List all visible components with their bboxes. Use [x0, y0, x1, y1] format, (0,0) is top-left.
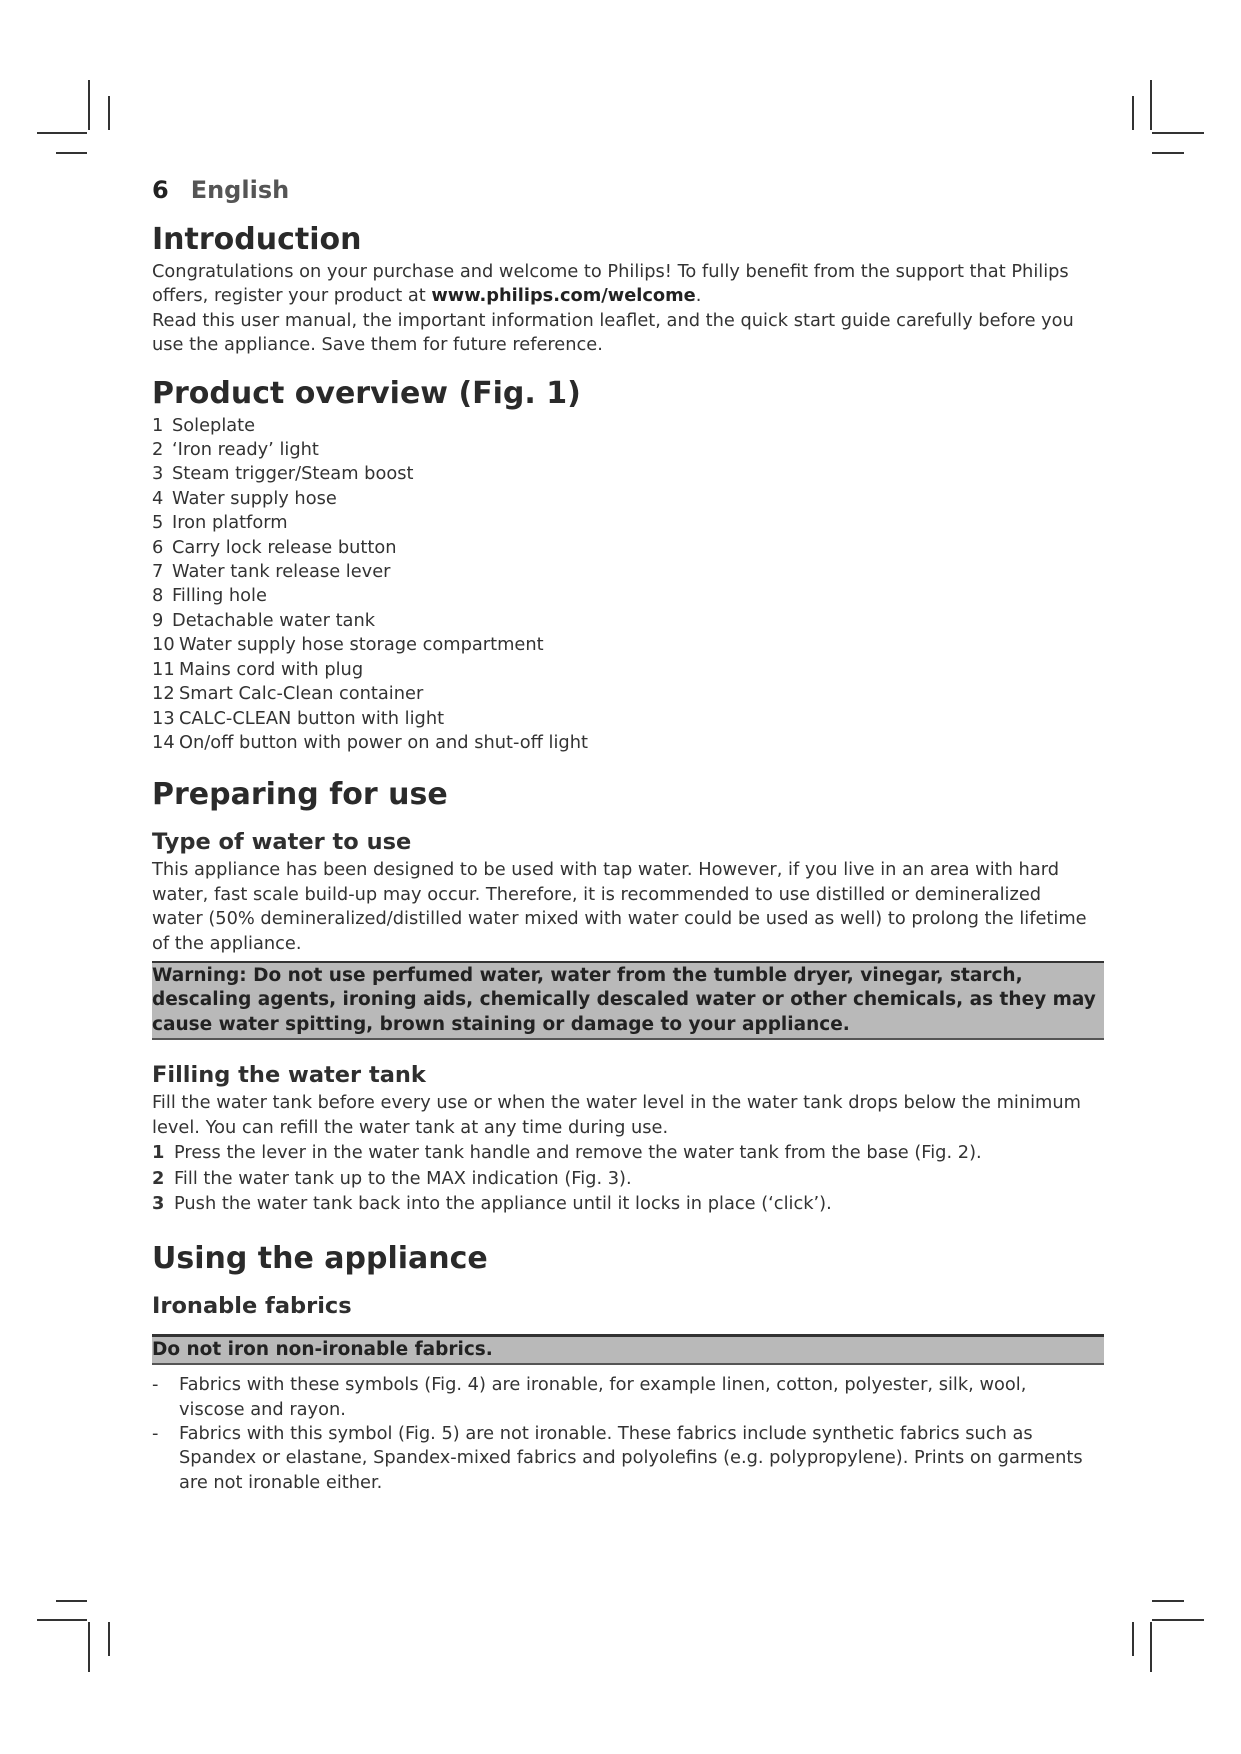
item-label: Carry lock release button — [172, 536, 397, 558]
bullet-item — [152, 1422, 1096, 1495]
crop-mark — [1150, 80, 1152, 130]
item-label: Mains cord with plug — [179, 658, 364, 680]
item-label: Smart Calc-Clean container — [179, 683, 424, 705]
intro-text-end: . — [695, 285, 702, 307]
item-label: ‘Iron ready’ light — [172, 439, 319, 461]
introduction-heading: Introduction — [152, 222, 362, 257]
step-number: 2 — [152, 1167, 165, 1189]
list-item — [152, 536, 1096, 560]
crop-mark — [108, 1622, 110, 1656]
list-item — [152, 633, 1096, 657]
using-heading: Using the appliance — [152, 1240, 488, 1276]
page-language: English — [190, 176, 290, 204]
list-item — [152, 584, 1096, 608]
list-item — [152, 707, 1096, 731]
water-type-paragraph: This appliance has been designed to be used with tap water. However, if you live in an area with hard water, fast scale build-up may occur. Therefore, it is recommended to use distilled or demineralized water (50% demineralized/distilled water mixed with water could be used as well) to prolong the lifetime of the appliance. — [152, 859, 1087, 954]
item-number: 14 — [152, 731, 175, 753]
step-item — [152, 1166, 1096, 1192]
philips-welcome-link[interactable]: www.philips.com/welcome — [431, 285, 696, 307]
crop-mark — [1152, 1619, 1204, 1621]
crop-mark — [56, 1600, 87, 1602]
list-item — [152, 609, 1096, 633]
crop-mark — [88, 1622, 90, 1672]
item-label: Detachable water tank — [172, 609, 376, 631]
item-number: 4 — [152, 487, 164, 509]
crop-mark — [108, 96, 110, 130]
list-item — [152, 462, 1096, 486]
step-item — [152, 1191, 1096, 1217]
page-number: 6 — [152, 176, 169, 204]
crop-mark — [88, 80, 90, 130]
item-label: Soleplate — [172, 414, 256, 436]
item-label: Water supply hose storage compartment — [179, 634, 544, 656]
list-item — [152, 438, 1096, 462]
preparing-heading: Preparing for use — [152, 777, 448, 813]
intro-text: Congratulations on your purchase and welcome to Philips! To fully benefit from the support that Philips offers, register your product at — [152, 261, 1069, 307]
list-item — [152, 511, 1096, 535]
crop-mark — [37, 132, 87, 134]
item-number: 13 — [152, 707, 175, 729]
filling-paragraph: Fill the water tank before every use or when the water level in the water tank drops below the minimum level. You can refill the water tank at any time during use. — [152, 1092, 1081, 1138]
item-label: CALC-CLEAN button with light — [179, 707, 445, 729]
crop-mark — [1132, 1622, 1134, 1656]
step-text: Fill the water tank up to the MAX indication (Fig. 3). — [174, 1167, 632, 1189]
bullet-text: Fabrics with these symbols (Fig. 4) are ironable, for example linen, cotton, polyester, silk, wool, viscose and rayon. — [179, 1374, 1027, 1420]
introduction-paragraph-1 — [152, 260, 1096, 309]
filling-heading: Filling the water tank — [152, 1062, 426, 1089]
list-item — [152, 658, 1096, 682]
crop-mark — [1152, 132, 1204, 134]
item-number: 8 — [152, 585, 164, 607]
item-number: 12 — [152, 683, 175, 705]
step-text: Press the lever in the water tank handle and remove the water tank from the base (Fig. 2). — [174, 1142, 982, 1164]
ironable-bullets — [152, 1373, 1096, 1495]
crop-mark — [37, 1619, 87, 1621]
crop-mark — [1132, 96, 1134, 130]
ironable-warning-box: Do not iron non-ironable fabrics. — [152, 1334, 1104, 1366]
list-item — [152, 487, 1096, 511]
bullet-dash: - — [152, 1374, 159, 1396]
filling-steps — [152, 1140, 1096, 1217]
page-content — [152, 176, 1096, 1495]
product-overview-heading: Product overview (Fig. 1) — [152, 375, 581, 411]
introduction-paragraph-2: Read this user manual, the important information leaflet, and the quick start guide carefully before you use the appliance. Save them for future reference. — [152, 309, 1074, 356]
product-overview-list — [152, 414, 1096, 756]
crop-mark — [1152, 1600, 1184, 1602]
item-number: 7 — [152, 561, 164, 583]
water-warning-box: Warning: Do not use perfumed water, water from the tumble dryer, vinegar, starch, descaling agents, ironing aids, chemically descaled water or other chemicals, as they may cause water spitting, brown staining or damage to your appliance. — [152, 961, 1104, 1041]
water-type-heading: Type of water to use — [152, 829, 412, 856]
item-number: 3 — [152, 463, 164, 485]
item-number: 9 — [152, 609, 164, 631]
bullet-item — [152, 1373, 1096, 1422]
item-number: 1 — [152, 414, 164, 436]
item-label: Iron platform — [172, 512, 288, 534]
item-number: 10 — [152, 634, 175, 656]
step-text: Push the water tank back into the appliance until it locks in place (‘click’). — [174, 1193, 832, 1215]
list-item — [152, 560, 1096, 584]
list-item — [152, 414, 1096, 438]
item-label: Filling hole — [172, 585, 267, 607]
item-label: Water tank release lever — [172, 561, 391, 583]
step-number: 1 — [152, 1142, 165, 1164]
bullet-text: Fabrics with this symbol (Fig. 5) are not ironable. These fabrics include synthetic fabrics such as Spandex or elastane, Spandex-mixed fabrics and polyolefins (e.g. polypropylene). Prints on garments are not ironable either. — [179, 1423, 1083, 1493]
step-number: 3 — [152, 1193, 165, 1215]
list-item — [152, 682, 1096, 706]
item-number: 5 — [152, 512, 164, 534]
item-label: Water supply hose — [172, 487, 337, 509]
item-label: Steam trigger/Steam boost — [172, 463, 414, 485]
crop-mark — [1150, 1622, 1152, 1672]
bullet-dash: - — [152, 1423, 159, 1445]
crop-mark — [56, 152, 87, 154]
step-item — [152, 1140, 1096, 1166]
list-item — [152, 731, 1096, 755]
page-header — [152, 176, 1096, 210]
item-number: 6 — [152, 536, 164, 558]
item-number: 2 — [152, 439, 164, 461]
ironable-heading: Ironable fabrics — [152, 1292, 352, 1319]
item-number: 11 — [152, 658, 175, 680]
crop-mark — [1152, 152, 1184, 154]
item-label: On/off button with power on and shut-off light — [179, 731, 588, 753]
